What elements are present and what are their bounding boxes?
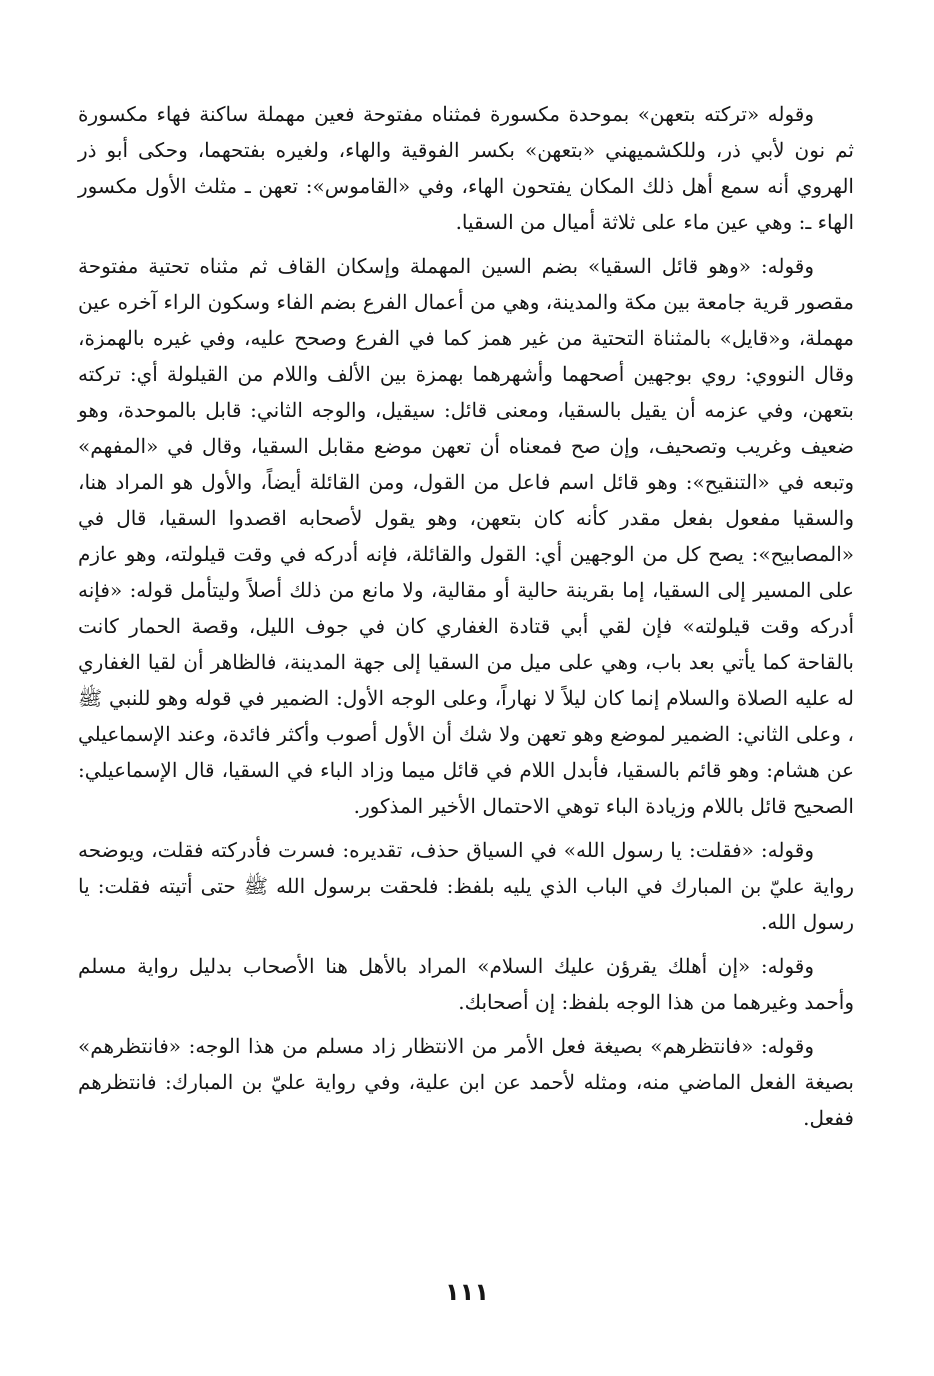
paragraph-taaahun: وقوله «تركته بتعهن» بموحدة مكسورة فمثناه مفتوحة فعين مهملة ساكنة فهاء مكسورة ثم نون لأبي ذر، وللكشميهني «بتعهن» بكسر الفوقية والهاء، ولغيره بفتحهما، وحكى أبو ذر الهروي أنه سمع أهل ذلك المكان يفتحون الهاء، وفي «القاموس»: تعهن ـ مثلث الأول مكسور الهاء ـ: وهي عين ماء على ثلاثة أميال من السقيا.	[78, 102, 854, 234]
document-body	[78, 96, 854, 1144]
paragraph-fantazirhum: وقوله: «فانتظرهم» بصيغة فعل الأمر من الانتظار زاد مسلم من هذا الوجه: «فانتظرهم» بصيغة الفعل الماضي منه، ومثله لأحمد عن ابن علية، وفي رواية عليّ بن المبارك: فانتظرهم ففعل.	[78, 1034, 854, 1130]
paragraph-qail-al-suqya: وقوله: «وهو قائل السقيا» بضم السين المهملة وإسكان القاف ثم مثناه تحتية مفتوحة مقصور قرية جامعة بين مكة والمدينة، وهي من أعمال الفرع بضم الفاء وسكون الراء آخره عين مهملة، و«قايل» بالمثناة التحتية من غير همز كما في الفرع وصحح عليه، وفي غيره بالهمزة، وقال النووي: روي بوجهين أصحهما وأشهرهما بهمزة بين الألف واللام من القيلولة أي: تركته بتعهن، وفي عزمه أن يقيل بالسقيا، ومعنى قائل: سيقيل، والوجه الثاني: قابل بالموحدة، وهو ضعيف وغريب وتصحيف، وإن صح فمعناه أن تعهن موضع مقابل السقيا، وقال في «المفهم» وتبعه في «التنقيح»: وهو قائل اسم فاعل من القول، ومن القائلة أيضاً، والأول هو المراد هنا، والسقيا مفعول بفعل مقدر كأنه كان بتعهن، وهو يقول لأصحابه اقصدوا السقيا، قال في «المصابيح»: يصح كل من الوجهين أي: القول والقائلة، فإنه أدركه في وقت قيلولته، وهو عازم على المسير إلى السقيا، إما بقرينة حالية أو مقالية، ولا مانع من ذلك أصلاً وليتأمل قوله: «فإنه أدركه وقت قيلولته» فإن لقي أبي قتادة الغفاري كان في جوف الليل، وقصة الحمار كانت بالقاحة كما يأتي بعد باب، وهي على ميل من السقيا إلى جهة المدينة، فالظاهر أن لقيا الغفاري له عليه الصلاة والسلام إنما كان ليلاً لا نهاراً، وعلى الوجه الأول: الضمير في قوله وهو للنبي ﷺ ، وعلى الثاني: الضمير لموضع وهو تعهن ولا شك أن الأول أصوب وأكثر فائدة، وعند الإسماعيلي عن هشام: وهو قائم بالسقيا، فأبدل اللام في قائل ميما وزاد الباء في السقيا، قال الإسماعيلي: الصحيح قائل باللام وزيادة الباء توهي الاحتمال الأخير المذكور.	[78, 254, 854, 818]
paragraph-ya-rasulallah: وقوله: «فقلت: يا رسول الله» في السياق حذف، تقديره: فسرت فأدركته فقلت، ويوضحه رواية عليّ بن المبارك في الباب الذي يليه بلفظ: فلحقت برسول الله ﷺ حتى أتيته فقلت: يا رسول الله.	[78, 838, 854, 934]
paragraph-ahlak: وقوله: «إن أهلك يقرؤن عليك السلام» المراد بالأهل هنا الأصحاب بدليل رواية مسلم وأحمد وغيرهما من هذا الوجه بلفظ: إن أصحابك.	[78, 954, 854, 1014]
page-number: ١١١	[445, 1278, 489, 1306]
